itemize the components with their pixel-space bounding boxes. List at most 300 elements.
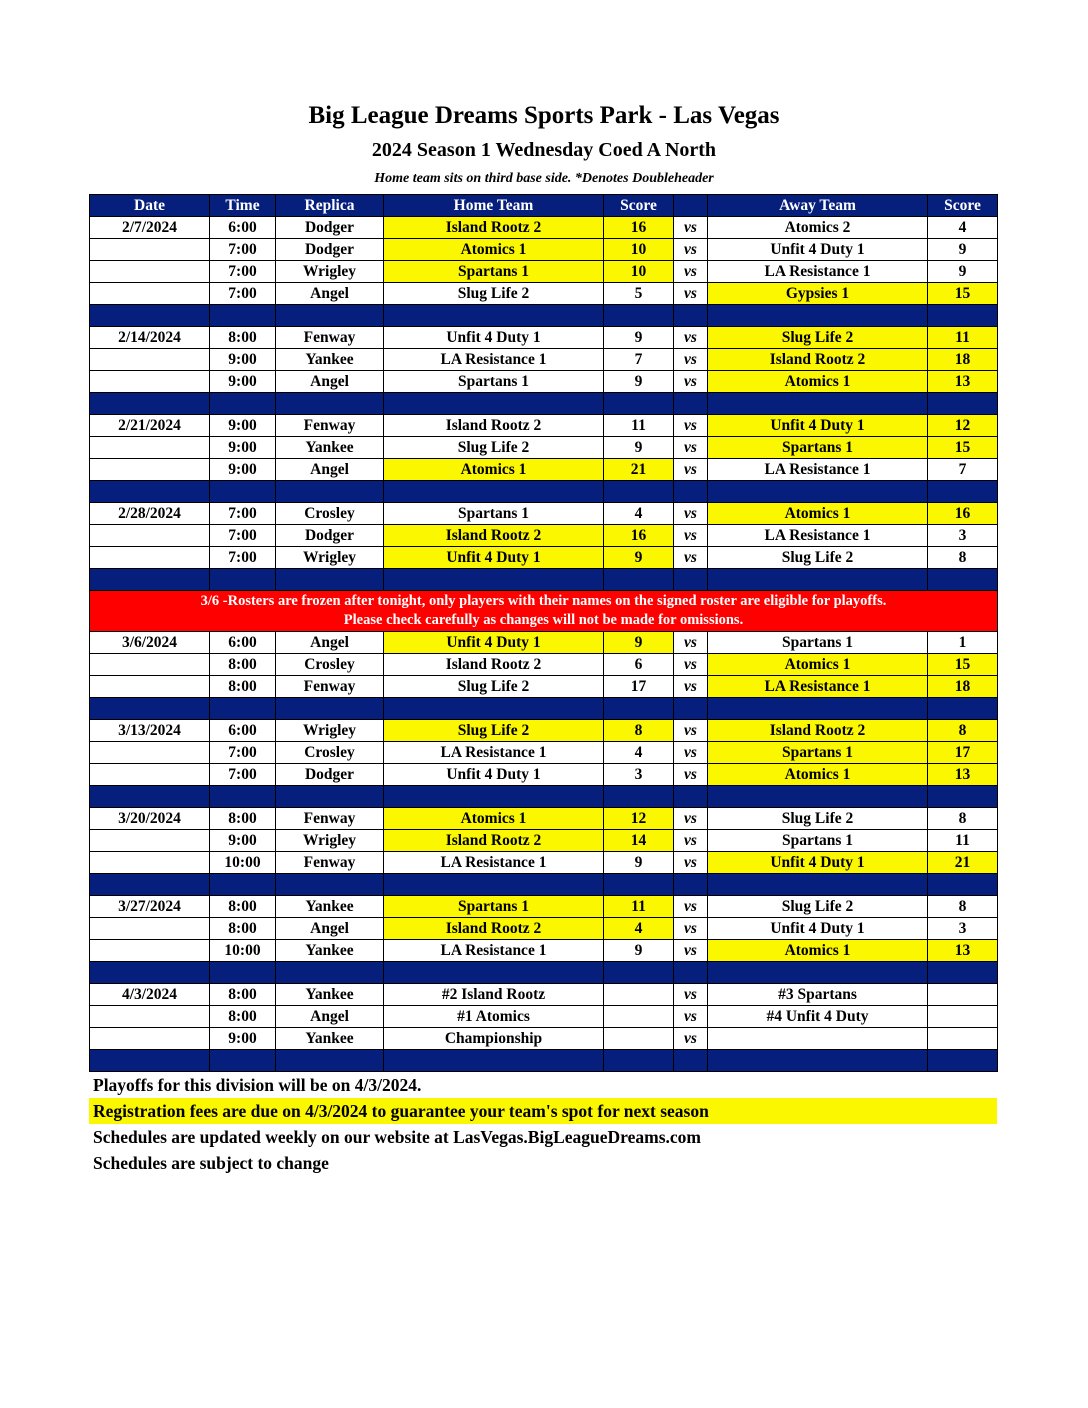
home-score-cell: 12 — [604, 808, 674, 830]
separator-cell — [90, 874, 210, 896]
game-row — [90, 1006, 998, 1028]
time-cell: 10:00 — [210, 940, 276, 962]
column-header-away-score: Score — [928, 195, 998, 217]
date-cell — [90, 547, 210, 569]
separator-cell — [276, 1050, 384, 1072]
date-cell: 3/27/2024 — [90, 896, 210, 918]
home-team-cell: Slug Life 2 — [384, 720, 604, 742]
away-score-cell: 9 — [928, 239, 998, 261]
date-cell: 3/6/2024 — [90, 632, 210, 654]
home-score-cell: 16 — [604, 525, 674, 547]
home-score-cell: 10 — [604, 239, 674, 261]
date-cell — [90, 371, 210, 393]
separator-cell — [90, 305, 210, 327]
vs-cell: vs — [674, 349, 708, 371]
home-score-cell: 14 — [604, 830, 674, 852]
playoffs-note: Playoffs for this division will be on 4/3/2024. — [93, 1075, 422, 1095]
week-separator-row — [90, 393, 998, 415]
home-score-cell: 8 — [604, 720, 674, 742]
replica-field-cell: Dodger — [276, 525, 384, 547]
schedule-note: Home team sits on third base side. *Denotes Doubleheader — [374, 171, 714, 186]
away-team-cell: LA Resistance 1 — [708, 261, 928, 283]
away-team-cell: LA Resistance 1 — [708, 459, 928, 481]
separator-cell — [210, 698, 276, 720]
game-row — [90, 217, 998, 239]
separator-cell — [928, 305, 998, 327]
away-score-cell: 21 — [928, 852, 998, 874]
replica-field-cell: Angel — [276, 371, 384, 393]
week-separator-row — [90, 786, 998, 808]
vs-cell: vs — [674, 1006, 708, 1028]
date-cell — [90, 349, 210, 371]
home-team-cell: LA Resistance 1 — [384, 349, 604, 371]
time-cell: 8:00 — [210, 808, 276, 830]
away-score-cell: 15 — [928, 283, 998, 305]
away-team-cell: Slug Life 2 — [708, 327, 928, 349]
separator-cell — [384, 1050, 604, 1072]
separator-cell — [276, 569, 384, 591]
separator-cell — [384, 698, 604, 720]
separator-cell — [928, 481, 998, 503]
time-cell: 8:00 — [210, 654, 276, 676]
separator-cell — [604, 569, 674, 591]
home-team-cell: LA Resistance 1 — [384, 940, 604, 962]
game-row — [90, 852, 998, 874]
replica-field-cell: Angel — [276, 632, 384, 654]
separator-cell — [210, 569, 276, 591]
away-score-cell: 11 — [928, 830, 998, 852]
separator-cell — [708, 962, 928, 984]
home-score-cell: 9 — [604, 940, 674, 962]
separator-cell — [604, 874, 674, 896]
separator-cell — [604, 786, 674, 808]
home-team-cell: Unfit 4 Duty 1 — [384, 632, 604, 654]
away-team-cell: Spartans 1 — [708, 830, 928, 852]
time-cell: 7:00 — [210, 239, 276, 261]
away-score-cell: 12 — [928, 415, 998, 437]
time-cell: 8:00 — [210, 1006, 276, 1028]
vs-cell: vs — [674, 217, 708, 239]
date-cell — [90, 830, 210, 852]
date-cell — [90, 1006, 210, 1028]
away-score-cell: 8 — [928, 896, 998, 918]
separator-cell — [90, 481, 210, 503]
game-row — [90, 327, 998, 349]
date-cell: 3/20/2024 — [90, 808, 210, 830]
away-score-cell: 13 — [928, 371, 998, 393]
vs-cell: vs — [674, 918, 708, 940]
time-cell: 10:00 — [210, 852, 276, 874]
away-team-cell: Unfit 4 Duty 1 — [708, 239, 928, 261]
away-team-cell: Island Rootz 2 — [708, 720, 928, 742]
separator-cell — [708, 1050, 928, 1072]
date-cell — [90, 1028, 210, 1050]
separator-cell — [90, 393, 210, 415]
separator-cell — [384, 305, 604, 327]
game-row — [90, 503, 998, 525]
home-score-cell: 9 — [604, 327, 674, 349]
away-team-cell: Island Rootz 2 — [708, 349, 928, 371]
date-cell: 2/7/2024 — [90, 217, 210, 239]
home-team-cell: #1 Atomics — [384, 1006, 604, 1028]
vs-cell: vs — [674, 239, 708, 261]
time-cell: 7:00 — [210, 503, 276, 525]
away-team-cell: LA Resistance 1 — [708, 676, 928, 698]
separator-cell — [210, 305, 276, 327]
home-score-cell: 11 — [604, 415, 674, 437]
away-team-cell: Atomics 1 — [708, 371, 928, 393]
replica-field-cell: Dodger — [276, 239, 384, 261]
column-header-away-team: Away Team — [708, 195, 928, 217]
time-cell: 8:00 — [210, 676, 276, 698]
away-score-cell: 9 — [928, 261, 998, 283]
home-team-cell: Spartans 1 — [384, 896, 604, 918]
home-score-cell — [604, 1006, 674, 1028]
separator-cell — [928, 569, 998, 591]
page-subtitle: 2024 Season 1 Wednesday Coed A North — [371, 139, 717, 161]
home-team-cell: #2 Island Rootz — [384, 984, 604, 1006]
week-separator-row — [90, 305, 998, 327]
game-row — [90, 349, 998, 371]
home-team-cell: LA Resistance 1 — [384, 742, 604, 764]
replica-field-cell: Angel — [276, 459, 384, 481]
home-score-cell: 4 — [604, 918, 674, 940]
vs-cell: vs — [674, 632, 708, 654]
date-cell — [90, 283, 210, 305]
separator-cell — [674, 305, 708, 327]
away-team-cell: Spartans 1 — [708, 437, 928, 459]
week-separator-row — [90, 1050, 998, 1072]
game-row — [90, 459, 998, 481]
vs-cell: vs — [674, 283, 708, 305]
away-score-cell: 7 — [928, 459, 998, 481]
replica-field-cell: Crosley — [276, 503, 384, 525]
home-score-cell: 10 — [604, 261, 674, 283]
game-row — [90, 632, 998, 654]
away-team-cell: Atomics 1 — [708, 764, 928, 786]
page-title: Big League Dreams Sports Park - Las Vegas — [308, 102, 780, 129]
column-header-home-score: Score — [604, 195, 674, 217]
home-team-cell: Atomics 1 — [384, 239, 604, 261]
separator-cell — [674, 874, 708, 896]
replica-field-cell: Wrigley — [276, 261, 384, 283]
separator-cell — [928, 393, 998, 415]
home-score-cell: 17 — [604, 676, 674, 698]
schedule-table — [89, 194, 998, 1072]
roster-notice-line-1: 3/6 -Rosters are frozen after tonight, only players with their names on the signed roster are eligible for playoffs. — [200, 593, 887, 609]
home-score-cell: 6 — [604, 654, 674, 676]
separator-cell — [90, 698, 210, 720]
vs-cell: vs — [674, 437, 708, 459]
week-separator-row — [90, 481, 998, 503]
home-team-cell: LA Resistance 1 — [384, 852, 604, 874]
week-separator-row — [90, 569, 998, 591]
date-cell — [90, 437, 210, 459]
away-score-cell: 15 — [928, 654, 998, 676]
separator-cell — [604, 305, 674, 327]
away-team-cell: LA Resistance 1 — [708, 525, 928, 547]
game-row — [90, 239, 998, 261]
table-header-row — [90, 195, 998, 217]
date-cell — [90, 525, 210, 547]
time-cell: 6:00 — [210, 632, 276, 654]
away-team-cell: Slug Life 2 — [708, 808, 928, 830]
separator-cell — [90, 786, 210, 808]
vs-cell: vs — [674, 764, 708, 786]
away-score-cell — [928, 1006, 998, 1028]
home-score-cell: 11 — [604, 896, 674, 918]
vs-cell: vs — [674, 547, 708, 569]
time-cell: 9:00 — [210, 349, 276, 371]
away-score-cell: 15 — [928, 437, 998, 459]
game-row — [90, 940, 998, 962]
replica-field-cell: Angel — [276, 918, 384, 940]
away-score-cell: 18 — [928, 676, 998, 698]
separator-cell — [674, 481, 708, 503]
separator-cell — [604, 1050, 674, 1072]
separator-cell — [276, 874, 384, 896]
home-team-cell: Slug Life 2 — [384, 437, 604, 459]
separator-cell — [276, 698, 384, 720]
game-row — [90, 525, 998, 547]
date-cell — [90, 676, 210, 698]
away-score-cell: 8 — [928, 720, 998, 742]
separator-cell — [276, 393, 384, 415]
time-cell: 6:00 — [210, 217, 276, 239]
game-row — [90, 830, 998, 852]
game-row — [90, 896, 998, 918]
time-cell: 9:00 — [210, 459, 276, 481]
registration-note: Registration fees are due on 4/3/2024 to guarantee your team's spot for next season — [89, 1098, 997, 1124]
game-row — [90, 371, 998, 393]
replica-field-cell: Fenway — [276, 415, 384, 437]
separator-cell — [276, 481, 384, 503]
away-score-cell: 11 — [928, 327, 998, 349]
vs-cell: vs — [674, 459, 708, 481]
column-header-home-team: Home Team — [384, 195, 604, 217]
game-row — [90, 720, 998, 742]
home-score-cell: 3 — [604, 764, 674, 786]
separator-cell — [384, 962, 604, 984]
separator-cell — [384, 481, 604, 503]
date-cell — [90, 852, 210, 874]
separator-cell — [210, 393, 276, 415]
away-team-cell: #4 Unfit 4 Duty — [708, 1006, 928, 1028]
home-score-cell: 4 — [604, 742, 674, 764]
separator-cell — [928, 962, 998, 984]
home-team-cell: Unfit 4 Duty 1 — [384, 547, 604, 569]
away-score-cell: 13 — [928, 940, 998, 962]
separator-cell — [210, 962, 276, 984]
home-team-cell: Atomics 1 — [384, 808, 604, 830]
date-cell: 3/13/2024 — [90, 720, 210, 742]
time-cell: 9:00 — [210, 830, 276, 852]
date-cell — [90, 459, 210, 481]
separator-cell — [928, 1050, 998, 1072]
away-score-cell: 17 — [928, 742, 998, 764]
away-team-cell: Unfit 4 Duty 1 — [708, 852, 928, 874]
column-header-vs — [674, 195, 708, 217]
roster-notice-row — [90, 591, 998, 632]
home-score-cell: 9 — [604, 371, 674, 393]
home-score-cell: 9 — [604, 547, 674, 569]
home-team-cell: Championship — [384, 1028, 604, 1050]
column-header-date: Date — [90, 195, 210, 217]
home-team-cell: Slug Life 2 — [384, 676, 604, 698]
replica-field-cell: Fenway — [276, 808, 384, 830]
home-score-cell: 9 — [604, 852, 674, 874]
replica-field-cell: Fenway — [276, 327, 384, 349]
separator-cell — [384, 569, 604, 591]
separator-cell — [708, 786, 928, 808]
time-cell: 7:00 — [210, 764, 276, 786]
separator-cell — [708, 393, 928, 415]
time-cell: 9:00 — [210, 371, 276, 393]
game-row — [90, 415, 998, 437]
away-team-cell: Atomics 1 — [708, 503, 928, 525]
time-cell: 7:00 — [210, 547, 276, 569]
replica-field-cell: Yankee — [276, 896, 384, 918]
away-score-cell: 3 — [928, 918, 998, 940]
date-cell: 2/28/2024 — [90, 503, 210, 525]
vs-cell: vs — [674, 371, 708, 393]
away-score-cell: 3 — [928, 525, 998, 547]
away-team-cell: Gypsies 1 — [708, 283, 928, 305]
away-score-cell: 1 — [928, 632, 998, 654]
separator-cell — [928, 874, 998, 896]
away-score-cell — [928, 1028, 998, 1050]
date-cell: 4/3/2024 — [90, 984, 210, 1006]
away-team-cell: Atomics 1 — [708, 654, 928, 676]
separator-cell — [674, 698, 708, 720]
separator-cell — [708, 481, 928, 503]
replica-field-cell: Yankee — [276, 940, 384, 962]
vs-cell: vs — [674, 852, 708, 874]
date-cell — [90, 764, 210, 786]
vs-cell: vs — [674, 896, 708, 918]
replica-field-cell: Angel — [276, 283, 384, 305]
date-cell: 2/14/2024 — [90, 327, 210, 349]
separator-cell — [604, 481, 674, 503]
vs-cell: vs — [674, 261, 708, 283]
vs-cell: vs — [674, 503, 708, 525]
website-note: Schedules are updated weekly on our website at LasVegas.BigLeagueDreams.com — [93, 1127, 701, 1147]
game-row — [90, 261, 998, 283]
home-team-cell: Island Rootz 2 — [384, 918, 604, 940]
vs-cell: vs — [674, 940, 708, 962]
away-score-cell: 8 — [928, 808, 998, 830]
away-team-cell: Spartans 1 — [708, 742, 928, 764]
separator-cell — [384, 786, 604, 808]
game-row — [90, 742, 998, 764]
game-row — [90, 808, 998, 830]
vs-cell: vs — [674, 984, 708, 1006]
date-cell — [90, 918, 210, 940]
home-team-cell: Island Rootz 2 — [384, 830, 604, 852]
separator-cell — [708, 698, 928, 720]
away-team-cell: Slug Life 2 — [708, 896, 928, 918]
replica-field-cell: Yankee — [276, 349, 384, 371]
replica-field-cell: Yankee — [276, 1028, 384, 1050]
home-team-cell: Island Rootz 2 — [384, 654, 604, 676]
game-row — [90, 654, 998, 676]
away-score-cell: 18 — [928, 349, 998, 371]
vs-cell: vs — [674, 1028, 708, 1050]
vs-cell: vs — [674, 742, 708, 764]
away-team-cell: Atomics 2 — [708, 217, 928, 239]
home-team-cell: Atomics 1 — [384, 459, 604, 481]
away-team-cell: #3 Spartans — [708, 984, 928, 1006]
replica-field-cell: Fenway — [276, 676, 384, 698]
vs-cell: vs — [674, 720, 708, 742]
time-cell: 8:00 — [210, 327, 276, 349]
away-team-cell: Slug Life 2 — [708, 547, 928, 569]
home-team-cell: Slug Life 2 — [384, 283, 604, 305]
game-row — [90, 676, 998, 698]
time-cell: 6:00 — [210, 720, 276, 742]
home-team-cell: Unfit 4 Duty 1 — [384, 327, 604, 349]
separator-cell — [90, 962, 210, 984]
home-team-cell: Island Rootz 2 — [384, 415, 604, 437]
time-cell: 7:00 — [210, 283, 276, 305]
time-cell: 8:00 — [210, 984, 276, 1006]
separator-cell — [928, 786, 998, 808]
game-row — [90, 547, 998, 569]
schedule-body — [90, 217, 998, 1072]
away-team-cell — [708, 1028, 928, 1050]
game-row — [90, 764, 998, 786]
separator-cell — [674, 569, 708, 591]
vs-cell: vs — [674, 327, 708, 349]
vs-cell: vs — [674, 654, 708, 676]
game-row — [90, 918, 998, 940]
column-header-replica: Replica — [276, 195, 384, 217]
separator-cell — [604, 962, 674, 984]
away-score-cell — [928, 984, 998, 1006]
vs-cell: vs — [674, 830, 708, 852]
game-row — [90, 1028, 998, 1050]
separator-cell — [210, 874, 276, 896]
separator-cell — [210, 481, 276, 503]
week-separator-row — [90, 698, 998, 720]
separator-cell — [90, 1050, 210, 1072]
separator-cell — [276, 305, 384, 327]
home-score-cell — [604, 984, 674, 1006]
replica-field-cell: Fenway — [276, 852, 384, 874]
change-note: Schedules are subject to change — [93, 1153, 329, 1173]
time-cell: 9:00 — [210, 415, 276, 437]
away-team-cell: Unfit 4 Duty 1 — [708, 918, 928, 940]
home-team-cell: Spartans 1 — [384, 371, 604, 393]
replica-field-cell: Angel — [276, 1006, 384, 1028]
home-team-cell: Island Rootz 2 — [384, 217, 604, 239]
home-score-cell: 7 — [604, 349, 674, 371]
column-header-time: Time — [210, 195, 276, 217]
home-score-cell: 16 — [604, 217, 674, 239]
home-score-cell: 5 — [604, 283, 674, 305]
away-score-cell: 13 — [928, 764, 998, 786]
separator-cell — [674, 962, 708, 984]
separator-cell — [708, 569, 928, 591]
game-row — [90, 283, 998, 305]
home-score-cell: 9 — [604, 437, 674, 459]
time-cell: 9:00 — [210, 437, 276, 459]
week-separator-row — [90, 874, 998, 896]
separator-cell — [674, 393, 708, 415]
separator-cell — [210, 1050, 276, 1072]
home-team-cell: Island Rootz 2 — [384, 525, 604, 547]
away-score-cell: 16 — [928, 503, 998, 525]
